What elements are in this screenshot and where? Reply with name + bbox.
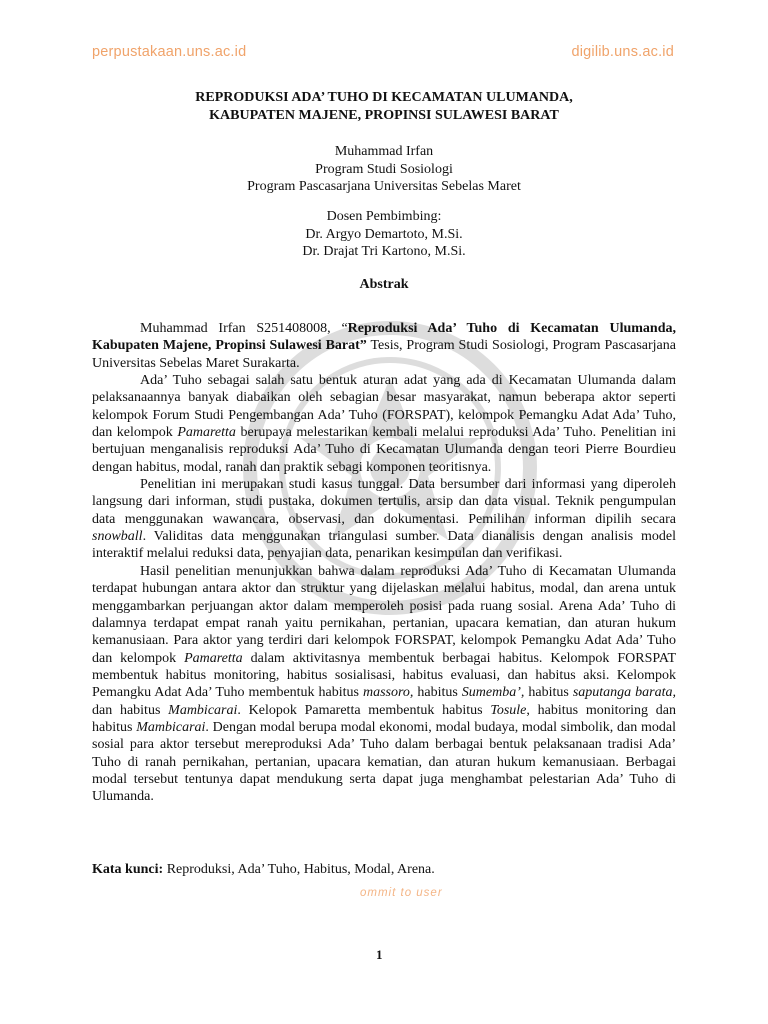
p4-text-3: habitus bbox=[413, 685, 462, 701]
author-block bbox=[92, 143, 676, 196]
p4-text: Hasil penelitian menunjukkan bahwa dalam reproduksi Ada’ Tuho di Kecamatan Ulumanda terdapat hubungan antara aktor dan struktur yang dijelaskan melalui habitus, modal, dan arena untuk menggambarkan perjuangan aktor dalam memperoleh posisi pada ruang sosial. Arena Ada’ Tuho di dalamnya terdapat empat ranah yaitu pernikahan, pertanian, upacara kematian, dan aturan hukum kemanusiaan. Para aktor yang terdiri dari kelompok FORSPAT, kelompok Pemangku Adat Ada’ Tuho dan kelompok bbox=[92, 563, 676, 666]
p4-text-4: habitus bbox=[524, 685, 573, 701]
p3-text: Penelitian ini merupakan studi kasus tunggal. Data bersumber dari informasi yang diperoleh langsung dari informan, studi pustaka, dokumen tertulis, arsip dan data visual. Teknik pengumpulan data menggunakan wawancara, observasi, dan dokumentasi. Pemilihan informan dipilih secara bbox=[92, 477, 676, 527]
p1-text-end: Tesis, Program Studi Sosiologi, Program Pascasarjana Universitas Sebelas Maret Surakarta. bbox=[92, 338, 676, 371]
site-header-left: perpustakaan.uns.ac.id bbox=[92, 44, 247, 60]
title-line-1: REPRODUKSI ADA’ TUHO DI KECAMATAN ULUMANDA, bbox=[195, 90, 573, 105]
abstract-body bbox=[92, 320, 676, 806]
p4-italic-pamaretta: Pamaretta bbox=[184, 650, 243, 666]
p4-text-end: . Dengan modal berupa modal ekonomi, modal budaya, modal simbolik, dan modal sosial para aktor tersebut mereproduksi Ada’ Tuho dalam berbagai bentuk pelaksanaan tradisi Ada’ Tuho di ranah pernikahan, pertanian, upacara kematian, dan aturan hukum kemanusiaan. Berbagai modal tersebut tentunya dapat mendukung serta dapat juga menghambat pelestarian Ada’ Tuho di Ulumanda. bbox=[92, 719, 676, 805]
p4-italic-saputanga: saputanga barata, bbox=[572, 685, 676, 701]
document-title bbox=[92, 89, 676, 124]
site-header-right: digilib.uns.ac.id bbox=[571, 44, 674, 60]
advisor-label: Dosen Pembimbing: bbox=[326, 209, 442, 224]
abstract-paragraph-3 bbox=[92, 476, 676, 563]
p4-text-7: , habitus monitoring dan habitus bbox=[92, 702, 676, 735]
keywords-text: Reproduksi, Ada’ Tuho, Habitus, Modal, Arena. bbox=[163, 862, 435, 877]
p4-italic-massoro: massoro, bbox=[362, 685, 414, 701]
advisor-1: Dr. Argyo Demartoto, M.Si. bbox=[305, 226, 463, 242]
keywords-line bbox=[92, 862, 676, 878]
p2-italic: Pamaretta bbox=[177, 425, 236, 441]
abstract-paragraph-2 bbox=[92, 372, 676, 476]
author-program: Program Studi Sosiologi bbox=[315, 161, 453, 177]
keywords-label: Kata kunci: bbox=[92, 862, 164, 877]
advisor-2: Dr. Drajat Tri Kartono, M.Si. bbox=[302, 244, 466, 259]
commit-to-user-mark: ommit to user bbox=[360, 887, 443, 899]
p4-text-6: . Kelopok Pamaretta membentuk habitus bbox=[237, 702, 491, 718]
p3-italic: snowball bbox=[92, 529, 143, 545]
author-name: Muhammad Irfan bbox=[334, 144, 434, 159]
p1-text: Muhammad Irfan S251408008, “ bbox=[140, 321, 348, 336]
advisor-block bbox=[92, 208, 676, 261]
p4-italic-sumemba: Sumemba’, bbox=[461, 685, 525, 701]
p4-italic-mambicarai: Mambicarai bbox=[168, 702, 238, 718]
p4-text-2: dalam aktivitasnya membentuk berbagai habitus. Kelompok FORSPAT membentuk habitus monitoring, habitus sosialisasi, habitus evaluasi, dan habitus aksi. Kelompok Pemangku Adat Ada’ Tuho membentuk habitus bbox=[92, 650, 676, 701]
p4-text-5: dan habitus bbox=[92, 702, 169, 718]
p2-text-end: berupaya melestarikan kembali melalui reproduksi Ada’ Tuho. Penelitian ini bertujuan menganalisis reproduksi Ada’ Tuho di Kecamatan Ulumanda dengan teori Pierre Bourdieu dengan habitus, modal, ranah dan praktik sebagi komponen teoritisnya. bbox=[92, 425, 676, 475]
abstract-heading: Abstrak bbox=[359, 277, 409, 292]
title-line-2: KABUPATEN MAJENE, PROPINSI SULAWESI BARAT bbox=[209, 107, 559, 123]
author-school: Program Pascasarjana Universitas Sebelas Maret bbox=[247, 179, 521, 194]
p2-text: Ada’ Tuho sebagai salah satu bentuk aturan adat yang ada di Kecamatan Ulumanda dalam pelaksanaannya banyak diabaikan oleh sebagian besar masyarakat, namun beberapa aktor seperti kelompok Forum Studi Pengembangan Ada’ Tuho (FORSPAT), kelompok Pemangku Adat Ada’ Tuho, dan kelompok bbox=[92, 373, 676, 441]
abstract-paragraph-4 bbox=[92, 563, 676, 806]
abstract-paragraph-1 bbox=[92, 320, 676, 372]
page-number: 1 bbox=[376, 947, 383, 962]
p4-italic-tosule: Tosule bbox=[490, 702, 527, 718]
p3-text-end: . Validitas data menggunakan triangulasi sumber. Data dianalisis dengan analisis model interaktif melalui reduksi data, penyajian data, penarikan kesimpulan dan verifikasi. bbox=[92, 529, 676, 562]
thesis-title-bold: Reproduksi Ada’ Tuho di Kecamatan Ulumanda, Kabupaten Majene, Propinsi Sulawesi Barat” bbox=[92, 321, 676, 354]
p4-italic-mambicarai-2: Mambicarai bbox=[136, 719, 206, 735]
